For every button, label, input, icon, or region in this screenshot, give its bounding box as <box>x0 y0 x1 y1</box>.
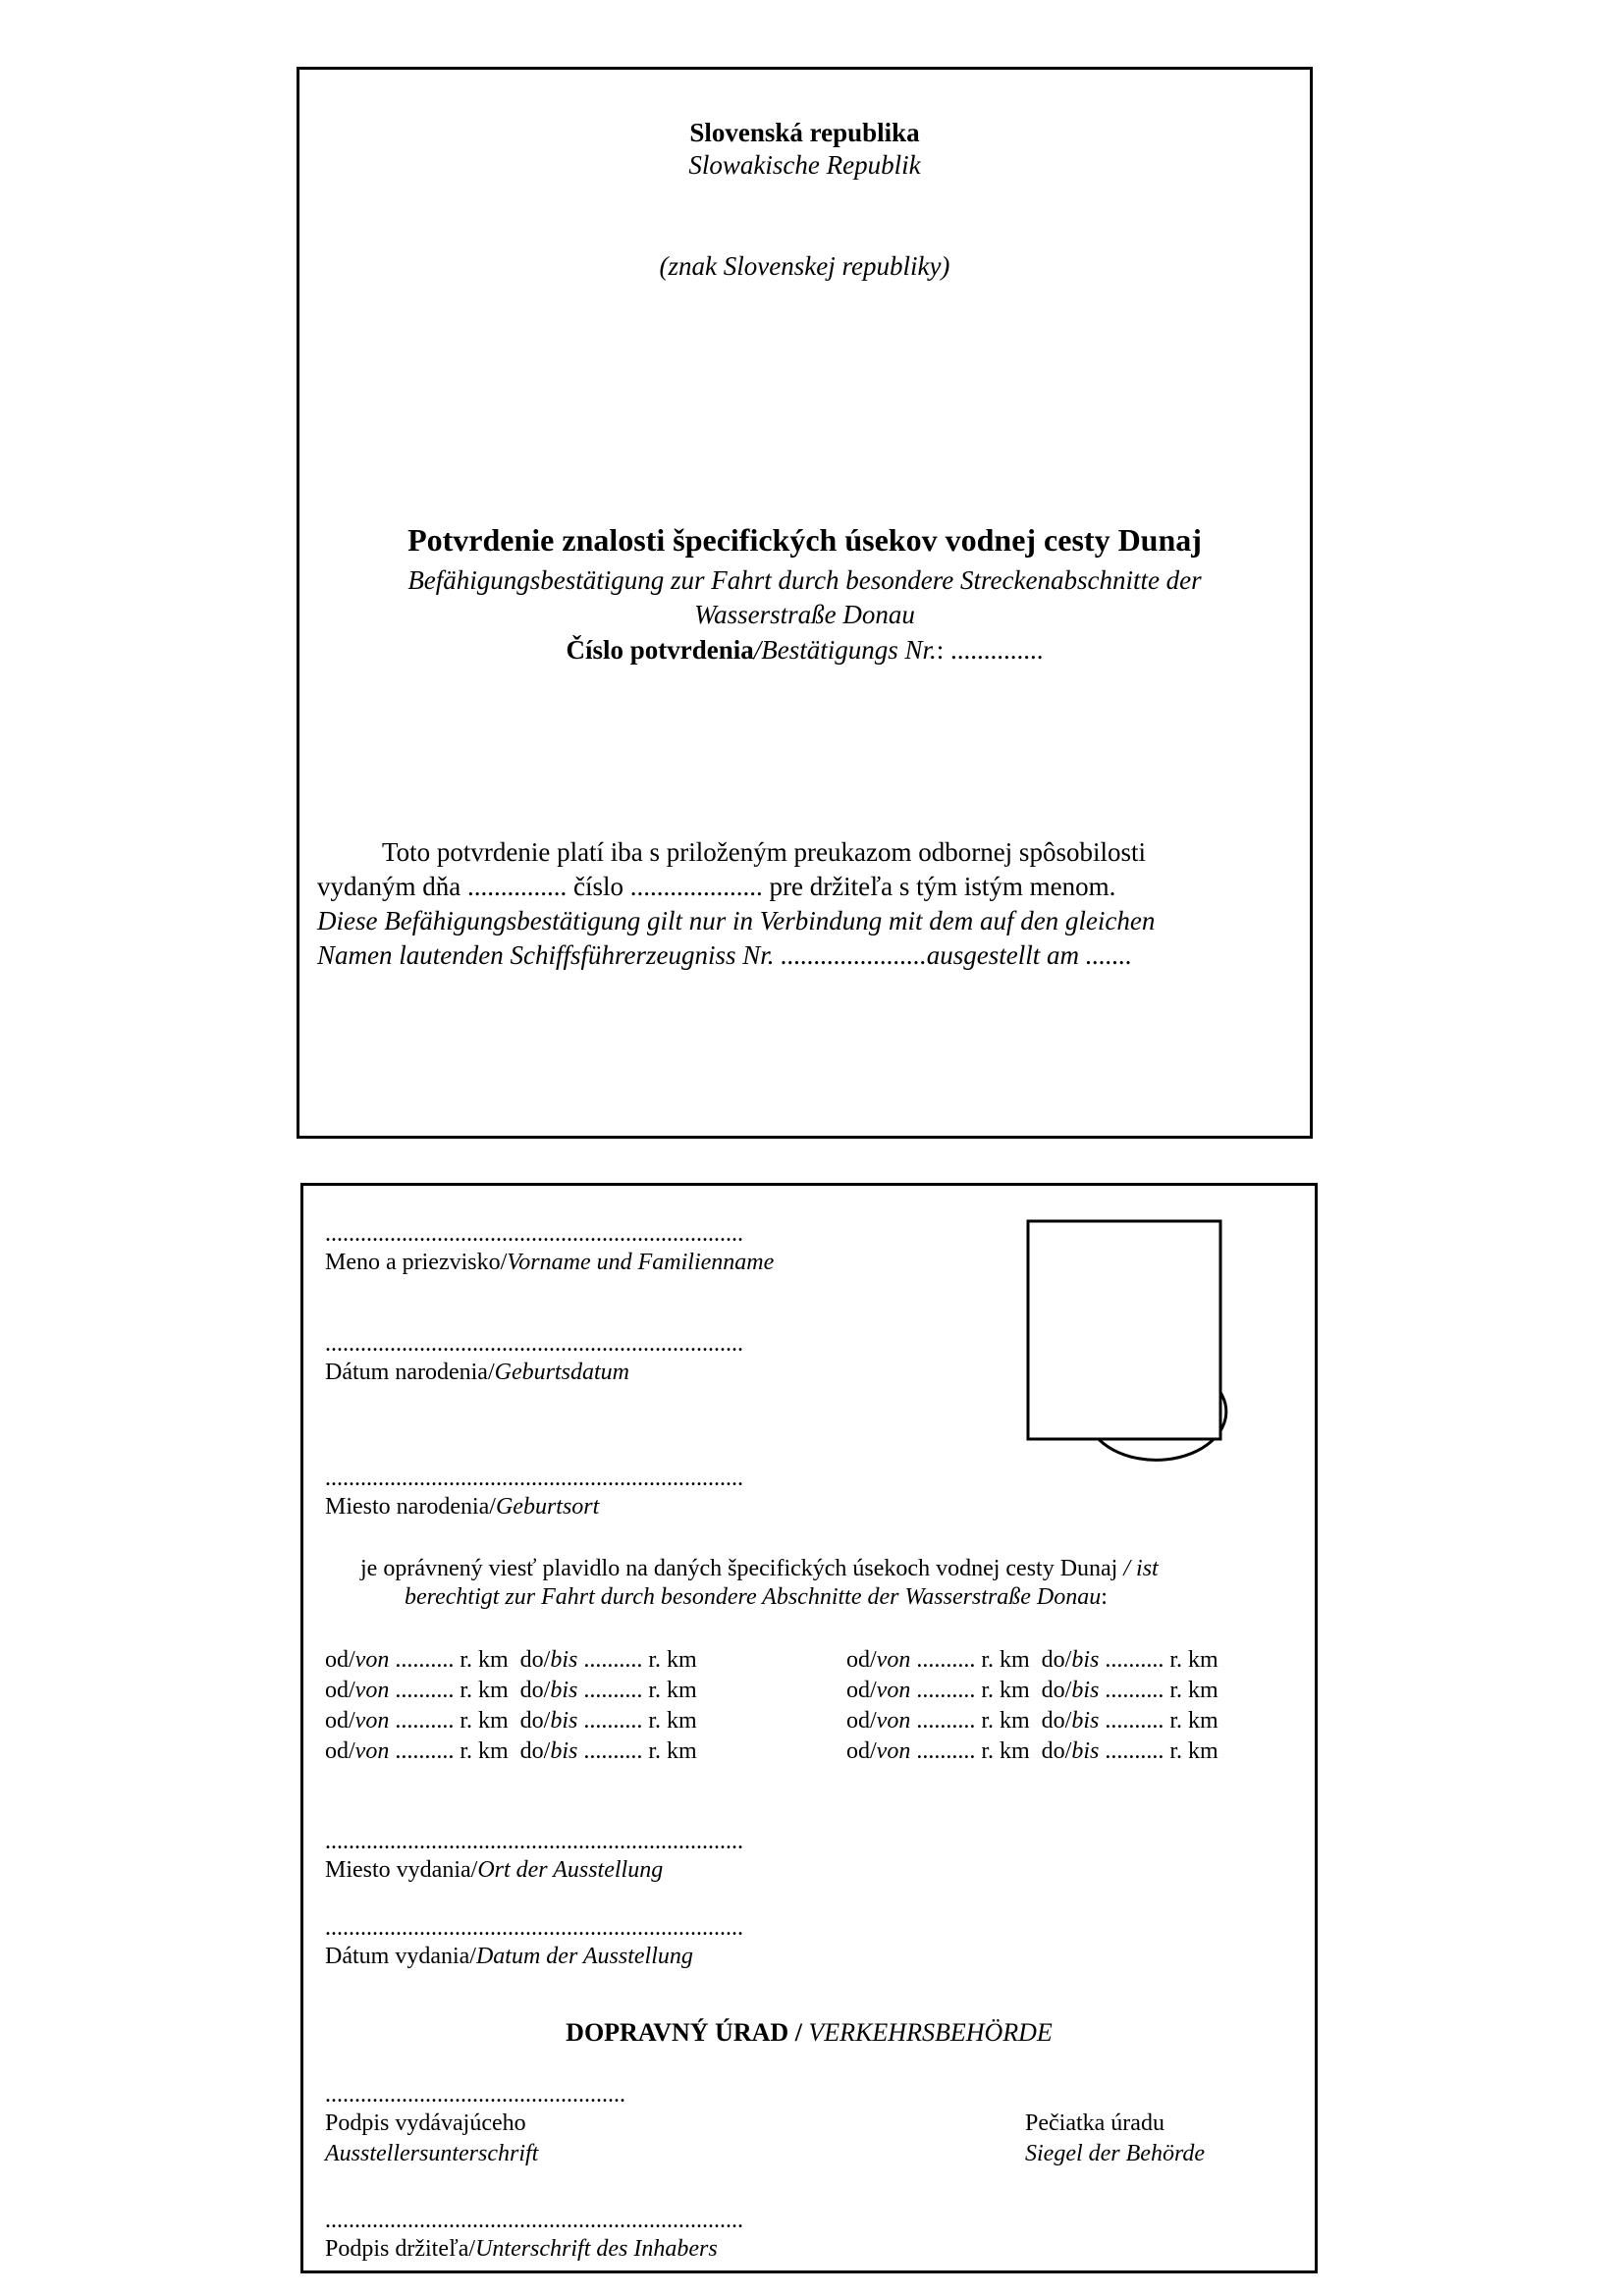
issue-place-label-sk: Miesto vydania/ <box>325 1857 478 1883</box>
dob-label-de: Geburtsdatum <box>494 1360 629 1385</box>
validity-sk-line1: Toto potvrdenie platí iba s priloženým preukazom odbornej spôsobilosti <box>382 837 1146 867</box>
dob-dots: ....................................................................... <box>325 1331 743 1357</box>
issuer-signature-dots: ................................................... <box>325 2082 625 2108</box>
issue-place-label-de: Ort der Ausstellung <box>477 1857 664 1883</box>
certificate-title-sk: Potvrdenie znalosti špecifických úsekov vodnej cesty Dunaj <box>407 522 1202 558</box>
emblem-note: (znak Slovenskej republiky) <box>659 251 950 281</box>
name-label <box>325 1248 774 1278</box>
certificate-number-label-de: /Bestätigungs Nr. <box>753 635 937 665</box>
certificate-title-de-line2: Wasserstraße Donau <box>694 600 915 629</box>
issue-place-dots: ....................................................................... <box>325 1829 743 1854</box>
dob-label <box>325 1358 629 1388</box>
name-label-sk: Meno a priezvisko/ <box>325 1250 508 1275</box>
certificate-number-label-sk: Číslo potvrdenia <box>566 635 754 665</box>
pob-dots: ....................................................................... <box>325 1466 743 1491</box>
route-row: od/von .......... r. km do/bis .......... r. km <box>325 1678 697 1703</box>
name-label-de: Vorname und Familienname <box>507 1250 775 1275</box>
issuing-authority-sk: DOPRAVNÝ ÚRAD / <box>566 2018 809 2047</box>
certificate-back-card <box>300 1183 1318 2273</box>
photo-and-stamp-placeholder <box>1025 1218 1290 1475</box>
authorization-line1 <box>360 1554 1159 1584</box>
holder-signature-label-sk: Podpis držiteľa/ <box>325 2236 476 2262</box>
issuer-signature-label-sk: Podpis vydávajúceho <box>325 2110 526 2136</box>
holder-signature-dots: ....................................................................... <box>325 2208 743 2233</box>
validity-de-line1: Diese Befähigungsbestätigung gilt nur in Verbindung mit dem auf den gleichen <box>317 906 1156 935</box>
issue-place-label <box>325 1855 663 1886</box>
issue-date-dots: ....................................................................... <box>325 1915 743 1941</box>
issue-date-label-sk: Dátum vydania/ <box>325 1944 476 1969</box>
authorization-colon: : <box>1101 1584 1108 1610</box>
issuer-signature-label-de: Ausstellersunterschrift <box>325 2141 539 2166</box>
issue-date-label-de: Datum der Ausstellung <box>475 1944 693 1969</box>
country-name-sk: Slovenská republika <box>689 118 920 147</box>
route-row: od/von .......... r. km do/bis .......... r. km <box>325 1647 697 1673</box>
authorization-de: berechtigt zur Fahrt durch besondere Abschnitte der Wasserstraße Donau <box>405 1584 1102 1610</box>
certificate-number <box>299 633 1310 667</box>
seal-label-de: Siegel der Behörde <box>1025 2141 1206 2166</box>
issuing-authority-de: VERKEHRSBEHÖRDE <box>808 2018 1053 2047</box>
name-dots: ....................................................................... <box>325 1221 743 1247</box>
validity-sk-line2: vydaným dňa ............... číslo .................... pre držiteľa s tým istým menom. <box>317 872 1116 901</box>
route-row: od/von .......... r. km do/bis .......... r. km <box>846 1708 1218 1734</box>
photo-frame <box>1028 1221 1220 1439</box>
pob-label <box>325 1492 599 1522</box>
certificate-number-value: : .............. <box>936 635 1044 665</box>
authorization-sk: je oprávnený viesť plavidlo na daných špecifických úsekoch vodnej cesty Dunaj <box>360 1556 1118 1581</box>
route-row: od/von .......... r. km do/bis .......... r. km <box>846 1738 1218 1764</box>
issuing-authority <box>303 2017 1315 2049</box>
seal-label-sk: Pečiatka úradu <box>1025 2110 1164 2136</box>
route-row: od/von .......... r. km do/bis .......... r. km <box>325 1738 697 1764</box>
issue-date-label <box>325 1942 693 1972</box>
certificate-front-card <box>297 67 1313 1139</box>
certificate-title-de-line1: Befähigungsbestätigung zur Fahrt durch besondere Streckenabschnitte der <box>407 565 1202 595</box>
country-name-de: Slowakische Republik <box>688 150 921 180</box>
pob-label-de: Geburtsort <box>495 1494 600 1520</box>
route-row: od/von .......... r. km do/bis .......... r. km <box>846 1678 1218 1703</box>
pob-label-sk: Miesto narodenia/ <box>325 1494 496 1520</box>
authorization-de-start: / ist <box>1117 1556 1159 1581</box>
route-row: od/von .......... r. km do/bis .......... r. km <box>846 1647 1218 1673</box>
authorization-line2 <box>405 1582 1108 1613</box>
holder-signature-label-de: Unterschrift des Inhabers <box>475 2236 718 2262</box>
route-row: od/von .......... r. km do/bis .......... r. km <box>325 1708 697 1734</box>
validity-de-line2: Namen lautenden Schiffsführerzeugniss Nr. ......................ausgestellt am ....... <box>317 940 1132 970</box>
dob-label-sk: Dátum narodenia/ <box>325 1360 495 1385</box>
holder-signature-label <box>325 2234 718 2265</box>
